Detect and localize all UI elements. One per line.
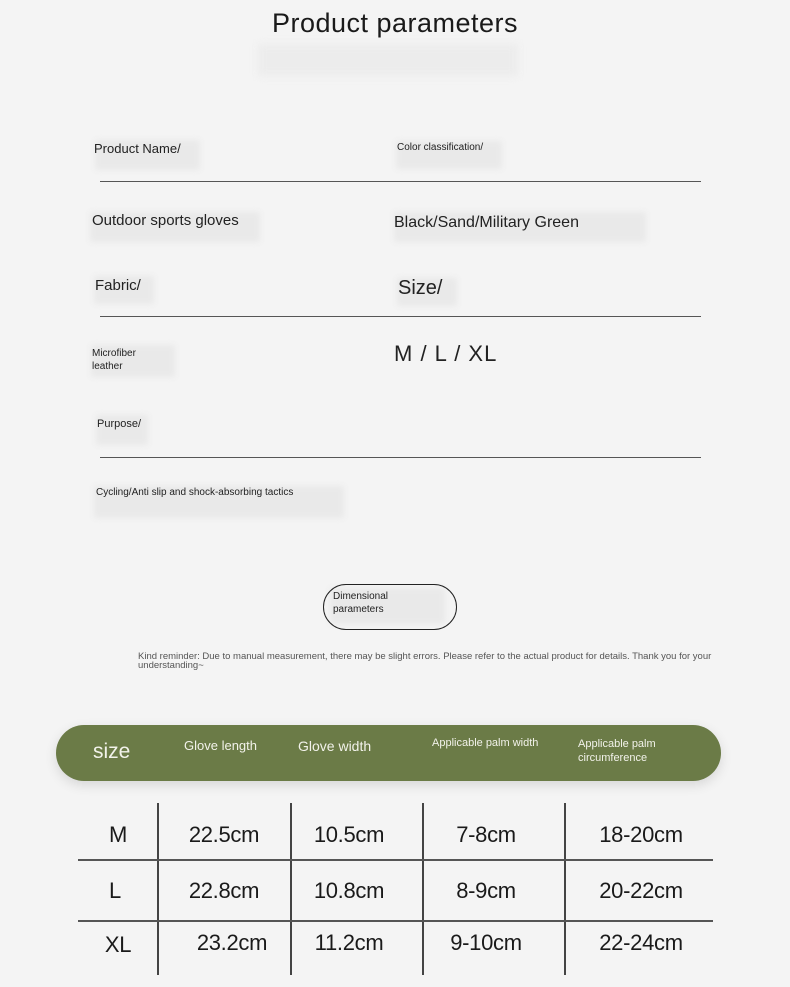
table-cell-length: 23.2cm (196, 930, 268, 955)
table-cell-length: 22.5cm (188, 822, 260, 847)
page-title: Product parameters (271, 8, 519, 38)
title-shadow (258, 44, 518, 76)
header-palm-circ-line1: Applicable palm (578, 738, 656, 750)
fabric-value (92, 347, 136, 373)
table-cell-width: 11.2cm (314, 930, 384, 955)
dimensional-line1: Dimensional (333, 591, 389, 602)
header-glove-width: Glove width (298, 738, 372, 754)
table-cell-width: 10.5cm (313, 822, 385, 847)
dimensional-parameters-label (333, 590, 388, 616)
color-classification-label: Color classification/ (397, 142, 484, 153)
product-name-value: Outdoor sports gloves (92, 212, 239, 229)
fabric-value-line2: leather (92, 361, 123, 372)
size-value: M / L / XL (394, 341, 498, 366)
purpose-value: Cycling/Anti slip and shock-absorbing tactics (96, 487, 294, 498)
header-palm-width: Applicable palm width (432, 737, 539, 749)
divider (100, 457, 701, 458)
color-value: Black/Sand/Military Green (394, 214, 579, 231)
divider (100, 316, 701, 317)
table-cell-palm-width: 8-9cm (456, 878, 516, 903)
fabric-label: Fabric/ (95, 277, 141, 294)
kind-reminder: Kind reminder: Due to manual measurement, there may be slight errors. Please refer to the actual product for details. Thank you for your understanding~ (138, 651, 712, 671)
table-cell-length: 22.8cm (188, 878, 260, 903)
grid-hline (78, 859, 713, 861)
table-cell-palm-width: 7-8cm (456, 822, 516, 847)
divider (100, 181, 701, 182)
purpose-label: Purpose/ (97, 418, 142, 430)
table-cell-size: M (108, 822, 128, 847)
table-cell-palm-width: 9-10cm (450, 930, 522, 955)
table-cell-palm-circ: 18-20cm (599, 822, 683, 847)
fabric-value-line1: Microfiber (92, 348, 136, 359)
size-label: Size/ (398, 277, 443, 299)
table-cell-size: L (109, 878, 121, 903)
header-palm-circumference (578, 737, 656, 765)
grid-hline (78, 920, 713, 922)
header-glove-length: Glove length (184, 738, 257, 753)
table-cell-palm-circ: 22-24cm (599, 930, 683, 955)
dimensional-line2: parameters (333, 604, 384, 615)
table-cell-palm-circ: 20-22cm (599, 878, 683, 903)
header-size: size (93, 740, 131, 763)
table-header-band (56, 725, 721, 781)
table-cell-width: 10.8cm (313, 878, 385, 903)
header-palm-circ-line2: circumference (578, 752, 648, 764)
product-name-label: Product Name/ (94, 141, 181, 156)
table-cell-size: XL (104, 932, 132, 957)
